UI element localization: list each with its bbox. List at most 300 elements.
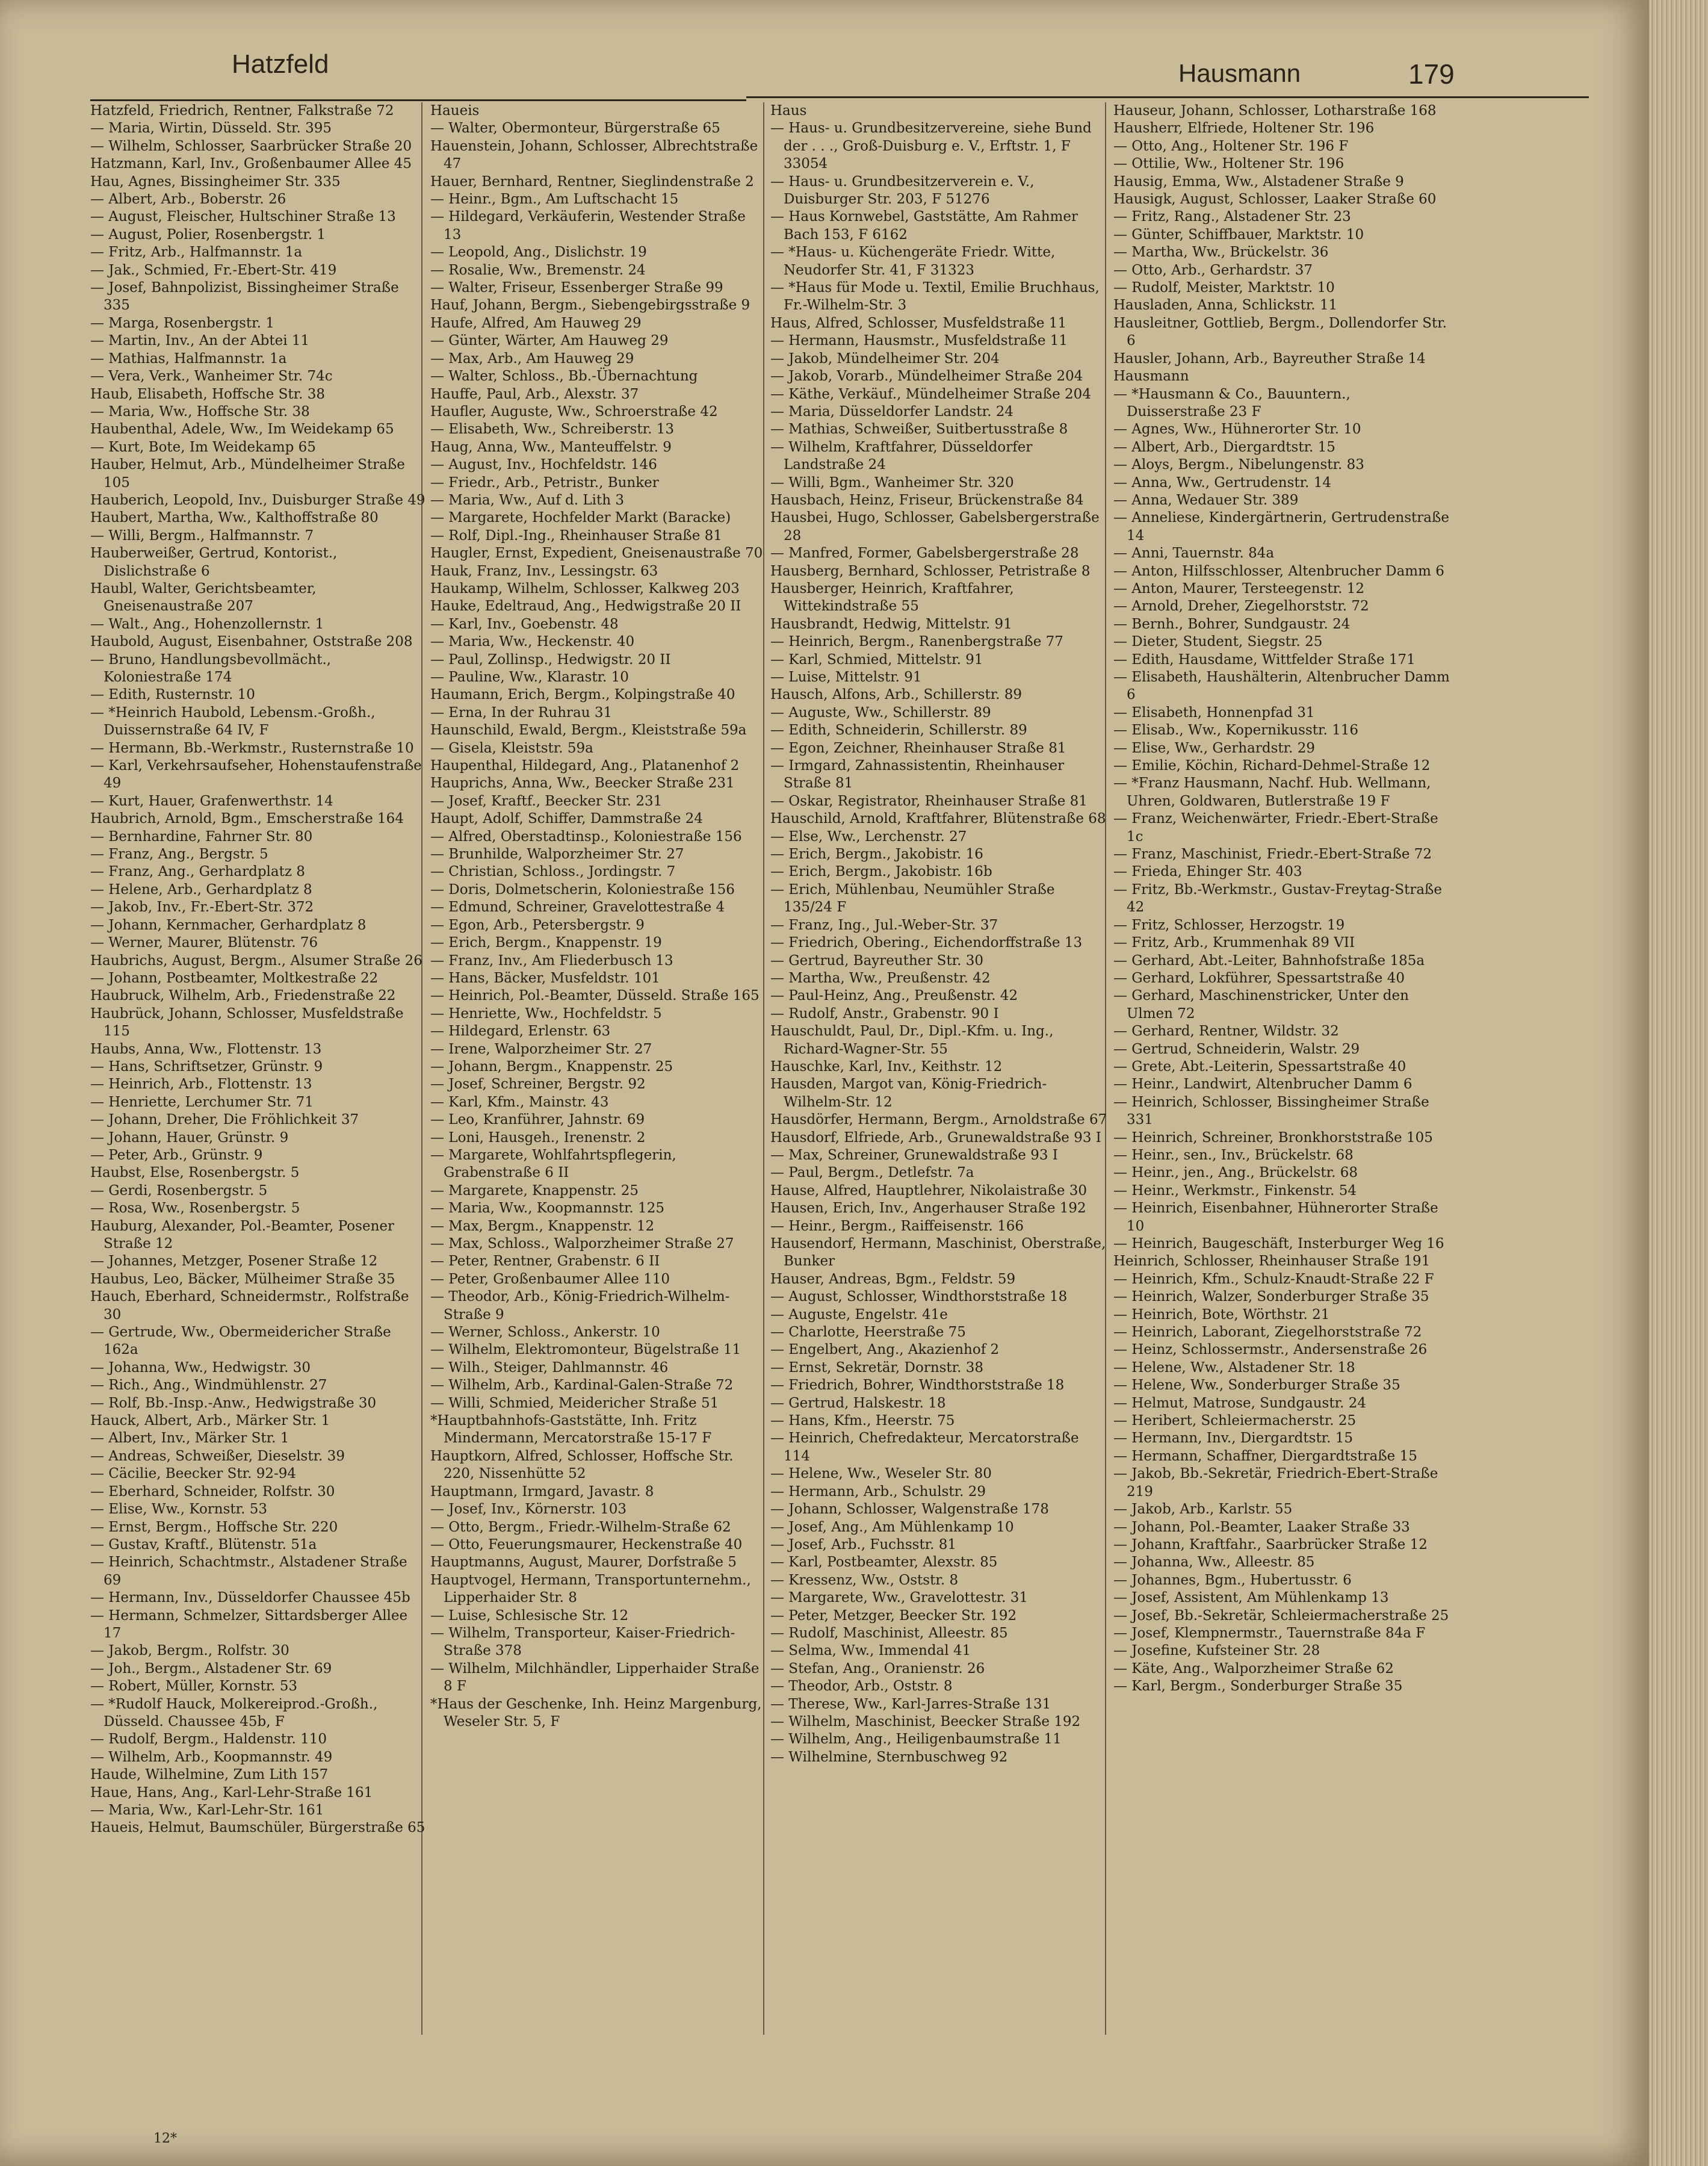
- directory-entry: — *Heinrich Haubold, Lebensm.-Großh., Duissernstraße 64 IV, F: [90, 704, 376, 739]
- directory-entry: Haufe, Alfred, Am Hauweg 29: [430, 315, 642, 331]
- directory-entry: — Karl, Kfm., Mainstr. 43: [430, 1094, 609, 1110]
- directory-entry: — Bernhardine, Fahrner Str. 80: [90, 828, 313, 845]
- directory-entry: — Mathias, Schweißer, Suitbertusstraße 8: [770, 421, 1068, 438]
- directory-entry: — Wilhelm, Arb., Kardinal-Galen-Straße 72: [430, 1377, 734, 1394]
- directory-entry: — Auguste, Ww., Schillerstr. 89: [770, 704, 991, 721]
- directory-entry: Hauenstein, Johann, Schlosser, Albrechtstraße 47: [430, 138, 758, 172]
- directory-entry: — Heinz, Schlossermstr., Andersenstraße 26: [1113, 1342, 1428, 1358]
- directory-entry: — Heinrich, Baugeschäft, Insterburger Weg 16: [1113, 1236, 1444, 1252]
- directory-entry: Hausleitner, Gottlieb, Bergm., Dollendorfer Str. 6: [1113, 315, 1447, 349]
- directory-entry: Haupenthal, Hildegard, Ang., Platanenhof 2: [430, 758, 740, 774]
- directory-entry: Hausbei, Hugo, Schlosser, Gabelsbergerstraße 28: [770, 510, 1100, 544]
- directory-entry: — Josef, Ang., Am Mühlenkamp 10: [770, 1519, 1014, 1535]
- directory-entry: — Margarete, Hochfelder Markt (Baracke): [430, 510, 731, 526]
- directory-entry: — Paul, Bergm., Detlefstr. 7a: [770, 1165, 974, 1181]
- directory-entry: — Edith, Hausdame, Wittfelder Straße 171: [1113, 651, 1416, 668]
- directory-entry: — Josef, Arb., Fuchsstr. 81: [770, 1536, 957, 1553]
- directory-entry: — Josef, Bb.-Sekretär, Schleiermacherstraße 25: [1113, 1607, 1449, 1624]
- directory-entry: — Werner, Schloss., Ankerstr. 10: [430, 1324, 660, 1341]
- directory-entry: — Maria, Ww., Koopmannstr. 125: [430, 1200, 664, 1217]
- directory-entry: — Max, Bergm., Knappenstr. 12: [430, 1218, 655, 1234]
- directory-entry: — Gerhard, Rentner, Wildstr. 32: [1113, 1023, 1339, 1040]
- directory-entry: — Manfred, Former, Gabelsbergerstraße 28: [770, 545, 1079, 562]
- directory-entry: — Arnold, Dreher, Ziegelhorststr. 72: [1113, 598, 1369, 615]
- directory-column-3: [770, 102, 1107, 1766]
- directory-entry: — Aloys, Bergm., Nibelungenstr. 83: [1113, 457, 1364, 473]
- directory-entry: — Gertrud, Halskestr. 18: [770, 1395, 946, 1411]
- directory-entry: — Erich, Bergm., Knappenstr. 19: [430, 935, 662, 951]
- directory-entry: — Jakob, Bergm., Rolfstr. 30: [90, 1643, 289, 1659]
- directory-entry: Hausbrandt, Hedwig, Mittelstr. 91: [770, 616, 1012, 632]
- directory-entry: — Franz, Ing., Jul.-Weber-Str. 37: [770, 917, 998, 933]
- directory-entry: — Heinr., Bergm., Raiffeisenstr. 166: [770, 1218, 1024, 1234]
- directory-entry: Haubold, August, Eisenbahner, Oststraße 208: [90, 634, 413, 650]
- directory-entry: Hauptmann, Irmgard, Javastr. 8: [430, 1483, 654, 1500]
- directory-entry: — Edith, Rusternstr. 10: [90, 687, 255, 703]
- directory-entry: — Heinrich, Bergm., Ranenbergstraße 77: [770, 634, 1063, 650]
- directory-entry: Hauschild, Arnold, Kraftfahrer, Blütenstraße 68: [770, 811, 1106, 827]
- directory-entry: Hauschke, Karl, Inv., Keithstr. 12: [770, 1058, 1003, 1075]
- directory-entry: — Gustav, Kraftf., Blütenstr. 51a: [90, 1536, 317, 1553]
- directory-entry: Heinrich, Schlosser, Rheinhauser Straße 191: [1113, 1253, 1431, 1270]
- directory-entry: — Margarete, Knappenstr. 25: [430, 1182, 639, 1199]
- directory-entry: — Heinrich, Pol.-Beamter, Düsseld. Straße 165: [430, 988, 760, 1004]
- directory-entry: — Günter, Schiffbauer, Marktstr. 10: [1113, 226, 1364, 243]
- directory-entry: — Josef, Inv., Körnerstr. 103: [430, 1501, 627, 1518]
- directory-entry: — Hildegard, Verkäuferin, Westender Straße 13: [430, 209, 746, 243]
- directory-entry: — Wilhelm, Kraftfahrer, Düsseldorfer Landstraße 24: [770, 439, 1033, 473]
- directory-entry: — Pauline, Ww., Klarastr. 10: [430, 669, 629, 685]
- directory-entry: — Wilhelm, Arb., Koopmannstr. 49: [90, 1749, 333, 1765]
- directory-entry: — Helene, Ww., Weseler Str. 80: [770, 1466, 992, 1482]
- directory-entry: — Charlotte, Heerstraße 75: [770, 1324, 966, 1341]
- directory-entry: — Wilh., Steiger, Dahlmannstr. 46: [430, 1359, 669, 1376]
- directory-entry: — Rosa, Ww., Rosenbergstr. 5: [90, 1200, 300, 1217]
- directory-entry: — Rudolf, Bergm., Haldenstr. 110: [90, 1731, 327, 1748]
- directory-entry: — Josefine, Kufsteiner Str. 28: [1113, 1643, 1320, 1659]
- directory-entry: — Ottilie, Ww., Holtener Str. 196: [1113, 156, 1344, 172]
- directory-entry: Haubenthal, Adele, Ww., Im Weidekamp 65: [90, 421, 394, 438]
- running-head-left: Hatzfeld: [232, 49, 329, 79]
- directory-entry: — Paul, Zollinsp., Hedwigstr. 20 II: [430, 651, 671, 668]
- directory-entry: — Erich, Bergm., Jakobistr. 16b: [770, 864, 992, 880]
- directory-entry: — Heinrich, Bote, Wörthstr. 21: [1113, 1306, 1330, 1323]
- directory-entry: — Otto, Bergm., Friedr.-Wilhelm-Straße 62: [430, 1519, 731, 1535]
- directory-entry: — Karl, Bergm., Sonderburger Straße 35: [1113, 1678, 1403, 1695]
- directory-entry: — Hermann, Inv., Düsseldorfer Chaussee 45b: [90, 1590, 410, 1606]
- directory-entry: Haueis, Helmut, Baumschüler, Bürgerstraße 65: [90, 1820, 425, 1836]
- directory-entry: — Andreas, Schweißer, Dieselstr. 39: [90, 1448, 345, 1464]
- directory-entry: — Peter, Rentner, Grabenstr. 6 II: [430, 1253, 660, 1270]
- directory-entry: — Heinrich, Schreiner, Bronkhorststraße 105: [1113, 1129, 1433, 1146]
- directory-column-4: [1113, 102, 1450, 1696]
- directory-entry: — Ernst, Sekretär, Dornstr. 38: [770, 1359, 984, 1376]
- directory-entry: — Peter, Metzger, Beecker Str. 192: [770, 1607, 1017, 1624]
- directory-entry: — Karl, Postbeamter, Alexstr. 85: [770, 1554, 998, 1571]
- directory-entry: — Friedr., Arb., Petristr., Bunker: [430, 474, 659, 491]
- directory-entry: Haubus, Leo, Bäcker, Mülheimer Straße 35: [90, 1271, 395, 1287]
- directory-entry: — Margarete, Ww., Gravelottestr. 31: [770, 1590, 1029, 1606]
- directory-entry: — Martha, Ww., Preußenstr. 42: [770, 970, 991, 986]
- directory-entry: — Johann, Kernmacher, Gerhardplatz 8: [90, 917, 367, 933]
- directory-entry: — Egon, Zeichner, Rheinhauser Straße 81: [770, 740, 1066, 756]
- directory-entry: — *Haus- u. Küchengeräte Friedr. Witte, Neudorfer Str. 41, F 31323: [770, 244, 1056, 278]
- directory-entry: — Maria, Ww., Heckenstr. 40: [430, 634, 635, 650]
- directory-entry: — Heinr., Werkmstr., Finkenstr. 54: [1113, 1182, 1357, 1199]
- directory-entry: — Leo, Kranführer, Jahnstr. 69: [430, 1112, 645, 1128]
- directory-entry: — Rosalie, Ww., Bremenstr. 24: [430, 262, 646, 278]
- directory-entry: — Hermann, Arb., Schulstr. 29: [770, 1483, 986, 1500]
- directory-entry: — Johann, Bergm., Knappenstr. 25: [430, 1058, 673, 1075]
- directory-entry: — Gerhard, Maschinenstricker, Unter den Ulmen 72: [1113, 988, 1409, 1022]
- directory-entry: — Albert, Inv., Märker Str. 1: [90, 1430, 289, 1447]
- directory-entry: — Alfred, Oberstadtinsp., Koloniestraße 156: [430, 828, 742, 845]
- directory-entry: Hausler, Johann, Arb., Bayreuther Straße 14: [1113, 350, 1426, 367]
- directory-entry: — Leopold, Ang., Dislichstr. 19: [430, 244, 647, 261]
- directory-entry: — Vera, Verk., Wanheimer Str. 74c: [90, 368, 333, 385]
- directory-entry: — Mathias, Halfmannstr. 1a: [90, 350, 287, 367]
- directory-entry: Hauk, Franz, Inv., Lessingstr. 63: [430, 563, 658, 579]
- directory-entry: *Hauptbahnhofs-Gaststätte, Inh. Fritz Mindermann, Mercatorstraße 15-17 F: [430, 1413, 712, 1447]
- directory-entry: — Heinrich, Kfm., Schulz-Knaudt-Straße 22 F: [1113, 1271, 1434, 1287]
- directory-entry: — Egon, Arb., Petersbergstr. 9: [430, 917, 645, 933]
- directory-entry: — Johann, Pol.-Beamter, Laaker Straße 33: [1113, 1519, 1410, 1535]
- directory-entry: Haue, Hans, Ang., Karl-Lehr-Straße 161: [90, 1784, 373, 1801]
- directory-entry: — Rolf, Bb.-Insp.-Anw., Hedwigstraße 30: [90, 1395, 377, 1411]
- directory-entry: Haub, Elisabeth, Hoffsche Str. 38: [90, 386, 325, 402]
- directory-entry: Haubert, Martha, Ww., Kalthoffstraße 80: [90, 510, 379, 526]
- directory-entry: — Erich, Mühlenbau, Neumühler Straße 135/24 F: [770, 881, 1055, 916]
- directory-entry: — Käthe, Verkäuf., Mündelheimer Straße 204: [770, 386, 1091, 402]
- directory-entry: — Anton, Hilfsschlosser, Altenbrucher Damm 6: [1113, 563, 1444, 579]
- directory-column-1: [90, 102, 427, 1837]
- directory-entry: — Therese, Ww., Karl-Jarres-Straße 131: [770, 1696, 1051, 1712]
- directory-entry: — Heinr., sen., Inv., Brückelstr. 68: [1113, 1147, 1354, 1163]
- directory-entry: — Franz, Weichenwärter, Friedr.-Ebert-Straße 1c: [1113, 811, 1438, 845]
- directory-entry: — Irmgard, Zahnassistentin, Rheinhauser Straße 81: [770, 758, 1065, 792]
- directory-entry: Hausdorf, Elfriede, Arb., Grunewaldstraße 93 I: [770, 1129, 1101, 1146]
- directory-entry: — Franz, Ang., Gerhardplatz 8: [90, 864, 305, 880]
- directory-entry: — Jakob, Mündelheimer Str. 204: [770, 350, 1000, 367]
- directory-entry: — Helene, Ww., Sonderburger Straße 35: [1113, 1377, 1400, 1394]
- directory-entry: — Anna, Ww., Gertrudenstr. 14: [1113, 474, 1331, 491]
- directory-entry: — Jak., Schmied, Fr.-Ebert-Str. 419: [90, 262, 337, 278]
- directory-entry: — Jakob, Vorarb., Mündelheimer Straße 204: [770, 368, 1083, 385]
- directory-entry: — August, Schlosser, Windthorststraße 18: [770, 1289, 1068, 1305]
- directory-entry: Haubl, Walter, Gerichtsbeamter, Gneisenaustraße 207: [90, 580, 317, 615]
- directory-entry: — Bernh., Bohrer, Sundgaustr. 24: [1113, 616, 1351, 632]
- directory-entry: Haupt, Adolf, Schiffer, Dammstraße 24: [430, 811, 703, 827]
- directory-entry: — Gerhard, Lokführer, Spessartstraße 40: [1113, 970, 1405, 986]
- directory-entry: — Martin, Inv., An der Abtei 11: [90, 333, 310, 349]
- directory-entry: Haubrich, Arnold, Bgm., Emscherstraße 164: [90, 811, 404, 827]
- directory-entry: Haubruck, Wilhelm, Arb., Friedenstraße 22: [90, 988, 396, 1004]
- directory-entry: — Wilhelm, Transporteur, Kaiser-Friedrich-Straße 378: [430, 1625, 735, 1659]
- directory-entry: Haunschild, Ewald, Bergm., Kleiststraße 59a: [430, 722, 747, 739]
- directory-entry: — Margarete, Wohlfahrtspflegerin, Grabenstraße 6 II: [430, 1147, 676, 1181]
- directory-entry: — Wilhelm, Elektromonteur, Bügelstraße 11: [430, 1342, 741, 1358]
- directory-entry: — *Haus für Mode u. Textil, Emilie Bruchhaus, Fr.-Wilhelm-Str. 3: [770, 280, 1100, 314]
- directory-entry: — Karl, Verkehrsaufseher, Hohenstaufenstraße 49: [90, 758, 422, 792]
- directory-entry: — Franz, Inv., Am Fliederbusch 13: [430, 952, 673, 969]
- directory-entry: — August, Inv., Hochfeldstr. 146: [430, 457, 657, 473]
- directory-entry: Hauch, Eberhard, Schneidermstr., Rolfstraße 30: [90, 1289, 409, 1323]
- directory-entry: — Erich, Bergm., Jakobistr. 16: [770, 846, 983, 863]
- directory-entry: — Elisabeth, Honnenpfad 31: [1113, 704, 1315, 721]
- directory-entry: — Gertrud, Bayreuther Str. 30: [770, 952, 984, 969]
- directory-entry: — Heinr., jen., Ang., Brückelstr. 68: [1113, 1165, 1358, 1181]
- directory-entry: — Gerhard, Abt.-Leiter, Bahnhofstraße 185a: [1113, 952, 1425, 969]
- directory-entry: — Willi, Bgm., Wanheimer Str. 320: [770, 474, 1014, 491]
- directory-entry: — Elisabeth, Haushälterin, Altenbrucher Damm 6: [1113, 669, 1450, 703]
- directory-entry: — Karl, Schmied, Mittelstr. 91: [770, 651, 983, 668]
- directory-entry: — Max, Arb., Am Hauweg 29: [430, 350, 634, 367]
- directory-entry: — Maria, Düsseldorfer Landstr. 24: [770, 403, 1014, 420]
- directory-entry: — Joh., Bergm., Alstadener Str. 69: [90, 1660, 332, 1677]
- directory-entry: — Hans, Kfm., Heerstr. 75: [770, 1413, 955, 1429]
- directory-entry: — *Hausmann & Co., Bauuntern., Duisserstraße 23 F: [1113, 386, 1351, 420]
- directory-entry: — Johann, Dreher, Die Fröhlichkeit 37: [90, 1112, 359, 1128]
- directory-entry: — Maria, Ww., Hoffsche Str. 38: [90, 403, 310, 420]
- directory-entry: — Emilie, Köchin, Richard-Dehmel-Straße 12: [1113, 758, 1431, 774]
- directory-entry: — Christian, Schloss., Jordingstr. 7: [430, 864, 676, 880]
- directory-entry: — Anneliese, Kindergärtnerin, Gertrudenstraße 14: [1113, 510, 1449, 544]
- directory-entry: — Fritz, Rang., Alstadener Str. 23: [1113, 209, 1351, 225]
- directory-entry: — Helmut, Matrose, Sundgaustr. 24: [1113, 1395, 1366, 1411]
- directory-entry: Hauke, Edeltraud, Ang., Hedwigstraße 20 II: [430, 598, 741, 615]
- directory-entry: — Johannes, Bgm., Hubertusstr. 6: [1113, 1572, 1352, 1588]
- directory-entry: — Theodor, Arb., König-Friedrich-Wilhelm-Straße 9: [430, 1289, 730, 1323]
- directory-entry: — Werner, Maurer, Blütenstr. 76: [90, 935, 318, 951]
- directory-entry: — Edith, Schneiderin, Schillerstr. 89: [770, 722, 1027, 739]
- directory-entry: — Franz, Ang., Bergstr. 5: [90, 846, 268, 863]
- directory-entry: — Friedrich, Obering., Eichendorffstraße 13: [770, 935, 1083, 951]
- directory-entry: — Heinrich, Schlosser, Bissingheimer Straße 331: [1113, 1094, 1429, 1128]
- directory-entry: — Elise, Ww., Gerhardstr. 29: [1113, 740, 1316, 756]
- directory-entry: Hausherr, Elfriede, Holtener Str. 196: [1113, 120, 1375, 137]
- directory-entry: Hausberger, Heinrich, Kraftfahrer, Wittekindstraße 55: [770, 580, 1014, 615]
- directory-entry: Haus, Alfred, Schlosser, Musfeldstraße 11: [770, 315, 1067, 331]
- directory-entry: — Cäcilie, Beecker Str. 92-94: [90, 1466, 297, 1482]
- directory-entry: — August, Fleischer, Hultschiner Straße 13: [90, 209, 396, 225]
- directory-entry: — Hermann, Bb.-Werkmstr., Rusternstraße 10: [90, 740, 414, 756]
- directory-entry: — Hermann, Schmelzer, Sittardsberger Allee 17: [90, 1607, 408, 1641]
- directory-entry: Hauber, Helmut, Arb., Mündelheimer Straße 105: [90, 457, 405, 491]
- directory-entry: Hausigk, August, Schlosser, Laaker Straße 60: [1113, 191, 1437, 208]
- directory-entry: Hause, Alfred, Hauptlehrer, Nikolaistraße 30: [770, 1182, 1088, 1199]
- directory-entry: Haubst, Else, Rosenbergstr. 5: [90, 1165, 300, 1181]
- directory-entry: — Elise, Ww., Kornstr. 53: [90, 1501, 268, 1518]
- directory-entry: Hausen, Erich, Inv., Angerhauser Straße 192: [770, 1200, 1086, 1217]
- directory-entry: — Rudolf, Anstr., Grabenstr. 90 I: [770, 1005, 999, 1022]
- directory-entry: Hauck, Albert, Arb., Märker Str. 1: [90, 1413, 330, 1429]
- directory-entry: — Rich., Ang., Windmühlenstr. 27: [90, 1377, 327, 1394]
- directory-entry: Hauburg, Alexander, Pol.-Beamter, Posener Straße 12: [90, 1218, 394, 1252]
- directory-entry: — Maria, Wirtin, Düsseld. Str. 395: [90, 120, 332, 137]
- directory-entry: — Kurt, Hauer, Grafenwerthstr. 14: [90, 793, 333, 809]
- directory-entry: — Wilhelm, Ang., Heiligenbaumstraße 11: [770, 1731, 1062, 1748]
- directory-entry: — Engelbert, Ang., Akazienhof 2: [770, 1342, 1000, 1358]
- directory-entry: — Otto, Feuerungsmaurer, Heckenstraße 40: [430, 1536, 743, 1553]
- directory-entry: — Jakob, Bb.-Sekretär, Friedrich-Ebert-Straße 219: [1113, 1466, 1438, 1500]
- directory-entry: — Hermann, Inv., Diergardtstr. 15: [1113, 1430, 1354, 1447]
- directory-entry: — Haus Kornwebel, Gaststätte, Am Rahmer Bach 153, F 6162: [770, 209, 1078, 243]
- directory-entry: Haus: [770, 103, 807, 119]
- directory-entry: — Heinrich, Walzer, Sonderburger Straße 35: [1113, 1289, 1429, 1305]
- directory-entry: — Willi, Bergm., Halfmannstr. 7: [90, 527, 314, 544]
- directory-entry: — Jakob, Inv., Fr.-Ebert-Str. 372: [90, 899, 314, 916]
- directory-entry: — Grete, Abt.-Leiterin, Spessartstraße 40: [1113, 1058, 1406, 1075]
- directory-entry: Hausberg, Bernhard, Schlosser, Petristraße 8: [770, 563, 1091, 579]
- directory-entry: — Brunhilde, Walporzheimer Str. 27: [430, 846, 684, 863]
- directory-entry: Haug, Anna, Ww., Manteuffelstr. 9: [430, 439, 672, 455]
- directory-entry: — Hermann, Schaffner, Diergardtstraße 15: [1113, 1448, 1417, 1464]
- directory-entry: Hausbach, Heinz, Friseur, Brückenstraße 84: [770, 492, 1084, 508]
- directory-entry: — Fritz, Arb., Halfmannstr. 1a: [90, 244, 303, 261]
- directory-entry: Hauptvogel, Hermann, Transportunternehm., Lipperhaider Str. 8: [430, 1572, 751, 1606]
- directory-entry: — Henriette, Lerchumer Str. 71: [90, 1094, 314, 1110]
- directory-entry: — Henriette, Ww., Hochfeldstr. 5: [430, 1005, 662, 1022]
- directory-entry: Hauptkorn, Alfred, Schlosser, Hoffsche Str. 220, Nissenhütte 52: [430, 1448, 734, 1482]
- directory-entry: — Kressenz, Ww., Oststr. 8: [770, 1572, 959, 1588]
- directory-entry: — Albert, Arb., Boberstr. 26: [90, 191, 286, 208]
- directory-entry: — Paul-Heinz, Ang., Preußenstr. 42: [770, 988, 1018, 1004]
- directory-entry: — Fritz, Schlosser, Herzogstr. 19: [1113, 917, 1345, 933]
- directory-entry: Hauptmanns, August, Maurer, Dorfstraße 5: [430, 1554, 737, 1571]
- directory-entry: — August, Polier, Rosenbergstr. 1: [90, 226, 326, 243]
- directory-entry: — Josef, Bahnpolizist, Bissingheimer Straße 335: [90, 280, 399, 314]
- directory-entry: — Theodor, Arb., Oststr. 8: [770, 1678, 953, 1695]
- directory-entry: — Heinrich, Arb., Flottenstr. 13: [90, 1076, 312, 1093]
- directory-entry: — Willi, Schmied, Meidericher Straße 51: [430, 1395, 719, 1411]
- directory-entry: — Haus- u. Grundbesitzervereine, siehe Bund der . . ., Groß-Duisburg e. V., Erftstr. 1, F 33054: [770, 120, 1092, 172]
- directory-entry: Haueis: [430, 103, 480, 119]
- directory-entry: — Robert, Müller, Kornstr. 53: [90, 1678, 298, 1695]
- directory-entry: — Elisab., Ww., Kopernikusstr. 116: [1113, 722, 1359, 739]
- directory-entry: — Loni, Hausgeh., Irenenstr. 2: [430, 1129, 646, 1146]
- directory-entry: — Anna, Wedauer Str. 389: [1113, 492, 1299, 508]
- directory-entry: — Anton, Maurer, Tersteegenstr. 12: [1113, 580, 1365, 597]
- directory-entry: Hauseur, Johann, Schlosser, Lotharstraße 168: [1113, 103, 1437, 119]
- directory-entry: — Kurt, Bote, Im Weidekamp 65: [90, 439, 316, 455]
- directory-entry: — Agnes, Ww., Hühnerorter Str. 10: [1113, 421, 1361, 438]
- directory-entry: — Gertrud, Schneiderin, Walstr. 29: [1113, 1041, 1360, 1057]
- directory-entry: Hauberich, Leopold, Inv., Duisburger Straße 49: [90, 492, 425, 508]
- directory-entry: — Heribert, Schleiermacherstr. 25: [1113, 1413, 1357, 1429]
- directory-entry: Hausladen, Anna, Schlickstr. 11: [1113, 297, 1338, 314]
- directory-entry: — Friedrich, Bohrer, Windthorststraße 18: [770, 1377, 1065, 1394]
- directory-column-2: [430, 102, 767, 1731]
- directory-entry: Haubrück, Johann, Schlosser, Musfeldstraße 115: [90, 1005, 404, 1040]
- directory-entry: — Albert, Arb., Diergardtstr. 15: [1113, 439, 1335, 455]
- directory-entry: — Maria, Ww., Auf d. Lith 3: [430, 492, 625, 508]
- directory-entry: — Gerdi, Rosenbergstr. 5: [90, 1182, 268, 1199]
- directory-entry: — Oskar, Registrator, Rheinhauser Straße 81: [770, 793, 1088, 809]
- directory-entry: — Heinrich, Schachtmstr., Alstadener Straße 69: [90, 1554, 407, 1588]
- directory-entry: Haubrichs, August, Bergm., Alsumer Straße 26: [90, 952, 422, 969]
- directory-entry: — Gertrude, Ww., Obermeidericher Straße 162a: [90, 1324, 391, 1358]
- directory-entry: — Stefan, Ang., Oranienstr. 26: [770, 1660, 985, 1677]
- directory-entry: Hausden, Margot van, König-Friedrich-Wilhelm-Str. 12: [770, 1076, 1047, 1110]
- directory-entry: — Haus- u. Grundbesitzerverein e. V., Duisburger Str. 203, F 51276: [770, 173, 1035, 208]
- directory-entry: — Wilhelm, Schlosser, Saarbrücker Straße 20: [90, 138, 412, 154]
- directory-entry: Hauser, Andreas, Bgm., Feldstr. 59: [770, 1271, 1016, 1287]
- directory-entry: — Johann, Kraftfahr., Saarbrücker Straße 12: [1113, 1536, 1428, 1553]
- signature-mark: 12*: [153, 2131, 177, 2146]
- directory-entry: — Fritz, Bb.-Werkmstr., Gustav-Freytag-Straße 42: [1113, 881, 1443, 916]
- directory-entry: — Helene, Arb., Gerhardplatz 8: [90, 881, 312, 898]
- directory-entry: — Johann, Schlosser, Walgenstraße 178: [770, 1501, 1049, 1518]
- directory-entry: — Peter, Arb., Grünstr. 9: [90, 1147, 263, 1163]
- directory-entry: — Wilhelm, Maschinist, Beecker Straße 192: [770, 1713, 1081, 1730]
- directory-entry: — Wilhelm, Milchhändler, Lipperhaider Straße 8 F: [430, 1660, 760, 1695]
- directory-entry: Hausig, Emma, Ww., Alstadener Straße 9: [1113, 173, 1404, 190]
- directory-entry: — Hans, Schriftsetzer, Grünstr. 9: [90, 1058, 323, 1075]
- directory-entry: Hatzmann, Karl, Inv., Großenbaumer Allee 45: [90, 156, 412, 172]
- directory-entry: Hatzfeld, Friedrich, Rentner, Falkstraße 72: [90, 103, 394, 119]
- directory-entry: — Walter, Obermonteur, Bürgerstraße 65: [430, 120, 720, 137]
- directory-entry: — Franz, Maschinist, Friedr.-Ebert-Straße 72: [1113, 846, 1432, 863]
- directory-entry: Hau, Agnes, Bissingheimer Str. 335: [90, 173, 341, 190]
- directory-entry: — Heinrich, Eisenbahner, Hühnerorter Straße 10: [1113, 1200, 1438, 1234]
- directory-entry: Haude, Wilhelmine, Zum Lith 157: [90, 1767, 329, 1783]
- page-number: 179: [1408, 58, 1455, 90]
- directory-entry: — Johanna, Ww., Alleestr. 85: [1113, 1554, 1315, 1571]
- page-edges: [1649, 0, 1708, 2166]
- directory-entry: — Karl, Inv., Goebenstr. 48: [430, 616, 619, 632]
- directory-entry: — Marga, Rosenbergstr. 1: [90, 315, 274, 331]
- directory-entry: — Rudolf, Maschinist, Alleestr. 85: [770, 1625, 1008, 1641]
- directory-entry: — Erna, In der Ruhrau 31: [430, 704, 613, 721]
- directory-entry: — Peter, Großenbaumer Allee 110: [430, 1271, 670, 1287]
- directory-entry: — Auguste, Engelstr. 41e: [770, 1306, 948, 1323]
- directory-entry: Haumann, Erich, Bergm., Kolpingstraße 40: [430, 687, 735, 703]
- header-rule: [90, 99, 746, 101]
- directory-entry: — Johann, Postbeamter, Moltkestraße 22: [90, 970, 379, 986]
- directory-entry: Hausmann: [1113, 368, 1189, 385]
- header-rule: [746, 96, 1589, 98]
- directory-entry: — Anni, Tauernstr. 84a: [1113, 545, 1275, 562]
- directory-entry: — Heinrich, Laborant, Ziegelhorststraße 72: [1113, 1324, 1422, 1341]
- directory-entry: — Walt., Ang., Hohenzollernstr. 1: [90, 616, 324, 632]
- directory-entry: — Rolf, Dipl.-Ing., Rheinhauser Straße 81: [430, 527, 722, 544]
- directory-entry: — Frieda, Ehinger Str. 403: [1113, 864, 1302, 880]
- directory-entry: — Doris, Dolmetscherin, Koloniestraße 156: [430, 881, 735, 898]
- directory-entry: — Rudolf, Meister, Marktstr. 10: [1113, 280, 1335, 296]
- directory-entry: — Heinr., Bgm., Am Luftschacht 15: [430, 191, 679, 208]
- directory-entry: — Walter, Friseur, Essenberger Straße 99: [430, 280, 723, 296]
- directory-entry: Hauf, Johann, Bergm., Siebengebirgsstraße 9: [430, 297, 750, 314]
- directory-entry: — Else, Ww., Lerchenstr. 27: [770, 828, 967, 845]
- directory-entry: — Hermann, Hausmstr., Musfeldstraße 11: [770, 333, 1068, 349]
- directory-entry: Haufler, Auguste, Ww., Schroerstraße 42: [430, 403, 718, 420]
- directory-entry: — Selma, Ww., Immendal 41: [770, 1643, 971, 1659]
- directory-entry: — Helene, Ww., Alstadener Str. 18: [1113, 1359, 1355, 1376]
- directory-entry: — Ernst, Bergm., Hoffsche Str. 220: [90, 1519, 338, 1535]
- directory-entry: Haukamp, Wilhelm, Schlosser, Kalkweg 203: [430, 580, 740, 597]
- directory-entry: Hauffe, Paul, Arb., Alexstr. 37: [430, 386, 639, 402]
- directory-entry: — Elisabeth, Ww., Schreiberstr. 13: [430, 421, 675, 438]
- directory-entry: — Fritz, Arb., Krummenhak 89 VII: [1113, 935, 1355, 951]
- directory-entry: — Maria, Ww., Karl-Lehr-Str. 161: [90, 1802, 324, 1818]
- directory-entry: — Josef, Assistent, Am Mühlenkamp 13: [1113, 1590, 1389, 1606]
- directory-entry: — Bruno, Handlungsbevollmächt., Koloniestraße 174: [90, 651, 332, 685]
- directory-entry: — Luise, Schlesische Str. 12: [430, 1607, 629, 1624]
- directory-entry: — *Rudolf Hauck, Molkereiprod.-Großh., Düsseld. Chaussee 45b, F: [90, 1696, 378, 1730]
- directory-entry: Hauer, Bernhard, Rentner, Sieglindenstraße 2: [430, 173, 754, 190]
- directory-entry: — Hildegard, Erlenstr. 63: [430, 1023, 611, 1040]
- directory-entry: Hausch, Alfons, Arb., Schillerstr. 89: [770, 687, 1023, 703]
